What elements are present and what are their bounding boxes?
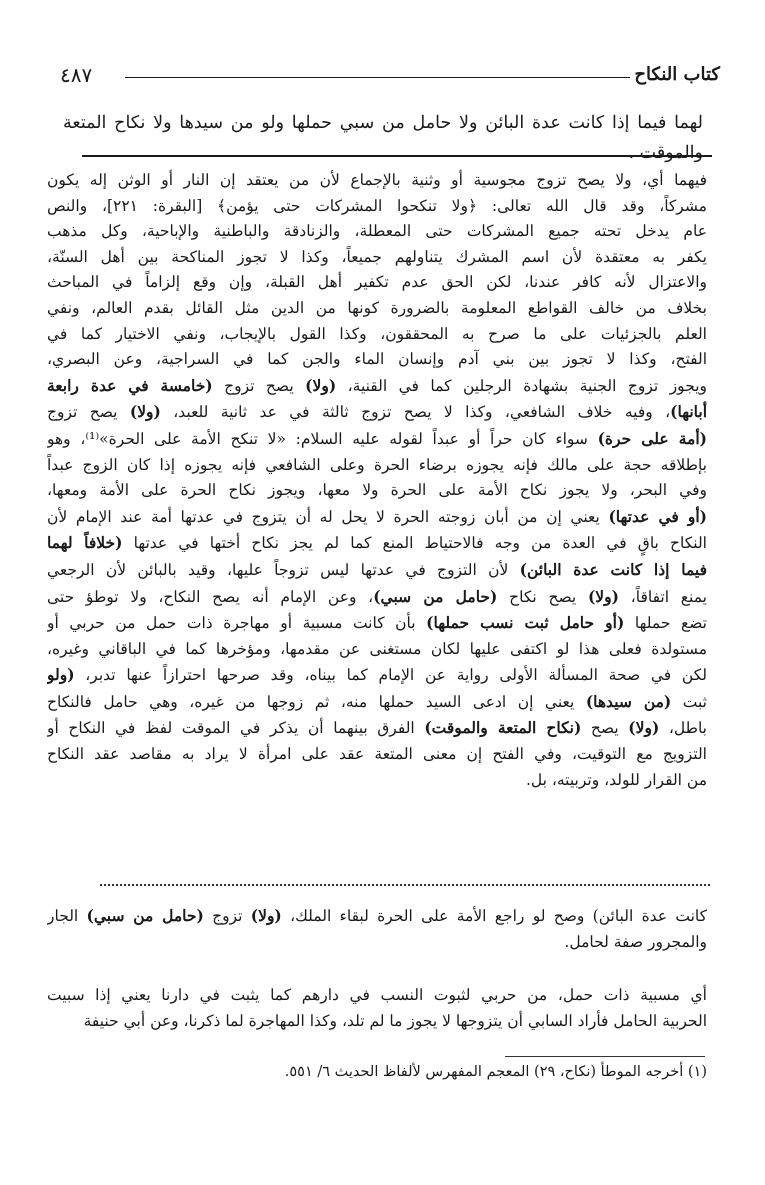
text-line	[47, 662, 707, 689]
text-line	[47, 168, 707, 194]
text-segment: الحربية الحامل فأراد السابي أن يتزوجها لا يجوز ما لم تلد، وكذا المهاجرة لما ذكرنا، وعن أبي حنيفة	[83, 1012, 707, 1030]
text-line	[47, 929, 707, 955]
text-segment: كانت عدة البائن) وصح لو راجع الأمة على الحرة لبقاء الملك،	[281, 907, 707, 925]
text-line	[47, 453, 707, 479]
text-line	[47, 347, 707, 373]
text-segment: باطل،	[659, 719, 707, 738]
bold-matn-quote: (أو حامل ثبت نسب حملها)	[426, 613, 625, 633]
running-header	[60, 62, 720, 90]
text-line	[47, 322, 707, 348]
page-number: ٤٨٧	[60, 63, 93, 87]
bold-matn-quote: (ولا)	[305, 375, 337, 395]
header-rule	[125, 77, 630, 78]
text-segment: لأن التزوج في عدتها ليس تزوجاً عليها، وقيد بالبائن لأن الرجعي	[47, 560, 520, 579]
bold-matn-quote: (ولو	[47, 665, 75, 685]
text-segment: يعني إن من أبان زوجته الحرة لا يحل له أن يتزوج في عدتها أمة عند الإمام لأن	[47, 507, 609, 526]
bold-matn-quote: (ولا)	[587, 586, 619, 606]
commentary-body	[47, 168, 707, 793]
matn-text: لهما فيما إذا كانت عدة البائن ولا حامل من سبي حملها ولو من سيدها ولا نكاح المتعة والموقت .	[63, 113, 703, 163]
text-line	[47, 637, 707, 663]
text-line	[47, 270, 707, 296]
text-line	[47, 982, 707, 1008]
text-line	[47, 610, 707, 637]
text-segment: مشركاً، وقد قال الله تعالى: ﴿ولا تنكحوا المشركات حتى يؤمن﴾ [البقرة: ٢٢١]، والنص	[47, 196, 707, 215]
text-segment: ثبت	[671, 692, 707, 711]
footnote-rule	[505, 1056, 705, 1057]
text-segment: الجار	[47, 907, 87, 925]
text-line	[47, 903, 707, 929]
bold-matn-quote: (ولا)	[628, 718, 660, 738]
text-line	[47, 426, 707, 453]
text-segment: العلم بالجزئيات على ما صرح به المحققون، وكذا القول بالإيجاب، ونفي الاختيار كما في	[47, 324, 707, 343]
footnote: (١) أخرجه الموطأ (نكاح، ٢٩) المعجم المفهرس لألفاظ الحديث ٦/ ٥٥١.	[284, 1064, 707, 1080]
matn-divider	[82, 155, 712, 157]
text-segment: أي مسبية ذات حمل، من حربي لثبوت النسب في دارهم كما يثبت في دارنا يعني إذا سبيت	[47, 986, 707, 1004]
text-segment: عام يدخل تحته جميع المشركات حتى المعطلة، والزنادقة والباطنية والإباحية، وكل مذهب	[47, 222, 707, 241]
bold-matn-quote: (أو في عدتها)	[608, 506, 707, 526]
text-segment: سواء كان حراً أو عبداً لقوله عليه السلام: «لا تنكح الأمة على الحرة»⁽¹⁾، وهو	[47, 429, 598, 448]
text-segment: يصح تزوج	[47, 403, 130, 422]
text-segment: بإطلاقه حجة على مالك فإنه يجوزه برضاء الحرة وعلى الشافعي فإنه يجوزه إذا كان الزوج عبداً	[47, 455, 707, 474]
text-line	[47, 194, 707, 220]
text-segment: ، وفيه خلاف الشافعي، وكذا لا يصح تزوج ثالثة في عد ثانية للعبد،	[160, 403, 671, 422]
bold-matn-quote: (نكاح المتعة والموقت)	[424, 718, 582, 738]
text-segment: لكن في صحة المسألة الأولى رواية عن الإمام كما بيناه، وقد صرحها احترازاً عنها تدبر،	[74, 666, 707, 685]
text-segment: والمجرور صفة لحامل.	[564, 933, 707, 951]
text-segment: يصح	[581, 719, 629, 738]
text-segment: يصح نكاح	[497, 587, 588, 606]
text-segment: وفي البحر، ولا يجوز نكاح الأمة على الحرة ولا معها، ويجوز نكاح الحرة على الأمة ومعها،	[47, 481, 707, 500]
text-segment: يكفر به معتقدة لأن اسم المشرك يتناولهم جميعاً، وكذا لا تجوز المناكحة بين أهل السنّة،	[47, 247, 707, 266]
text-line	[47, 742, 707, 768]
text-segment: الفرق بينهما أن يذكر في الموقت لفظ في النكاح أو	[47, 719, 425, 738]
text-segment: ويجوز تزوج الجنية بشهادة الرجلين كما في القنية،	[336, 376, 707, 395]
text-segment: التزويج مع التوقيت، وفي الفتح إن معنى المتعة عقد على امرأة لا يراد به مقاصد عقد النكاح	[47, 745, 707, 764]
bold-matn-quote: (ولا)	[129, 402, 161, 422]
text-segment: تزوج	[203, 907, 251, 925]
text-line	[47, 715, 707, 742]
header-title: كتاب النكاح	[634, 64, 720, 85]
dotted-separator	[100, 884, 710, 886]
text-line	[47, 478, 707, 504]
bold-matn-quote: (حامل من سبي)	[373, 586, 498, 606]
text-segment: فيهما أي، ولا يصح تزوج مجوسية أو وثنية بالإجماع لأن من يعتقد إن النار أو الوثن إله يكون	[47, 171, 707, 189]
text-segment: بخلاف من خالف القواطع المعلومة بالضرورة كونها من الدين مثل القائل بقدم العالم، ونفي	[47, 298, 707, 317]
bold-matn-quote: أبانها)	[670, 402, 707, 422]
text-line	[47, 219, 707, 245]
text-line	[47, 296, 707, 322]
text-segment: النكاح باقٍ في العدة من وجه فالاحتياط المنع كما لم يجز نكاح أختها في عدتها	[122, 534, 707, 553]
text-line	[47, 399, 707, 426]
text-line	[47, 768, 707, 794]
text-segment: يصح تزوج	[212, 376, 306, 395]
bold-matn-quote: (أمة على حرة)	[597, 428, 707, 448]
text-segment: من القرار للولد، وتربيته، بل.	[525, 770, 707, 789]
text-line	[47, 1008, 707, 1034]
text-segment: يمنع اتفاقاً،	[618, 587, 707, 606]
text-segment: مستولدة فعلى هذا لو اكتفى عليها لكان مستغنى عن مقدمها، ومؤخرها كما في الباقاني وغيره،	[47, 639, 707, 658]
bold-matn-quote: (خامسة في عدة رابعة	[47, 375, 213, 395]
marginal-commentary	[47, 903, 707, 955]
text-segment: ، وعن الإمام أنه يصح النكاح، ولا توطؤ حتى	[47, 587, 374, 606]
text-segment: بأن كانت مسبية أو مهاجرة ذات حمل من حربي أو	[47, 614, 427, 633]
bold-matn-quote: (حامل من سبي)	[86, 906, 204, 925]
bold-matn-quote: فيما إذا كانت عدة البائن)	[519, 559, 707, 579]
text-line	[47, 584, 707, 611]
text-segment: والاعتزال لأنه كافر عندنا، لكن الحق عدم تكفير أهل القبلة، وإن وقع إلزاماً في المباحث	[47, 273, 707, 292]
bold-matn-quote: (من سيدها)	[585, 691, 672, 711]
text-segment: يعني إن ادعى السيد حملها منه، ثم زوجها من غيره، وهي حامل فالنكاح	[47, 692, 586, 711]
text-line	[47, 504, 707, 531]
secondary-commentary	[47, 982, 707, 1034]
bold-matn-quote: (ولا)	[250, 906, 282, 925]
text-line	[47, 245, 707, 271]
text-line	[47, 373, 707, 400]
bold-matn-quote: (خلافاً لهما	[47, 533, 123, 553]
text-line	[47, 530, 707, 557]
text-segment: الفتح، وكذا لا تجوز بين بني آدم وإنسان الماء والجن كما في السراجية، وعن البصري،	[47, 350, 707, 369]
text-segment: تضع حملها	[624, 614, 707, 633]
text-line	[47, 689, 707, 716]
text-line	[47, 557, 707, 584]
